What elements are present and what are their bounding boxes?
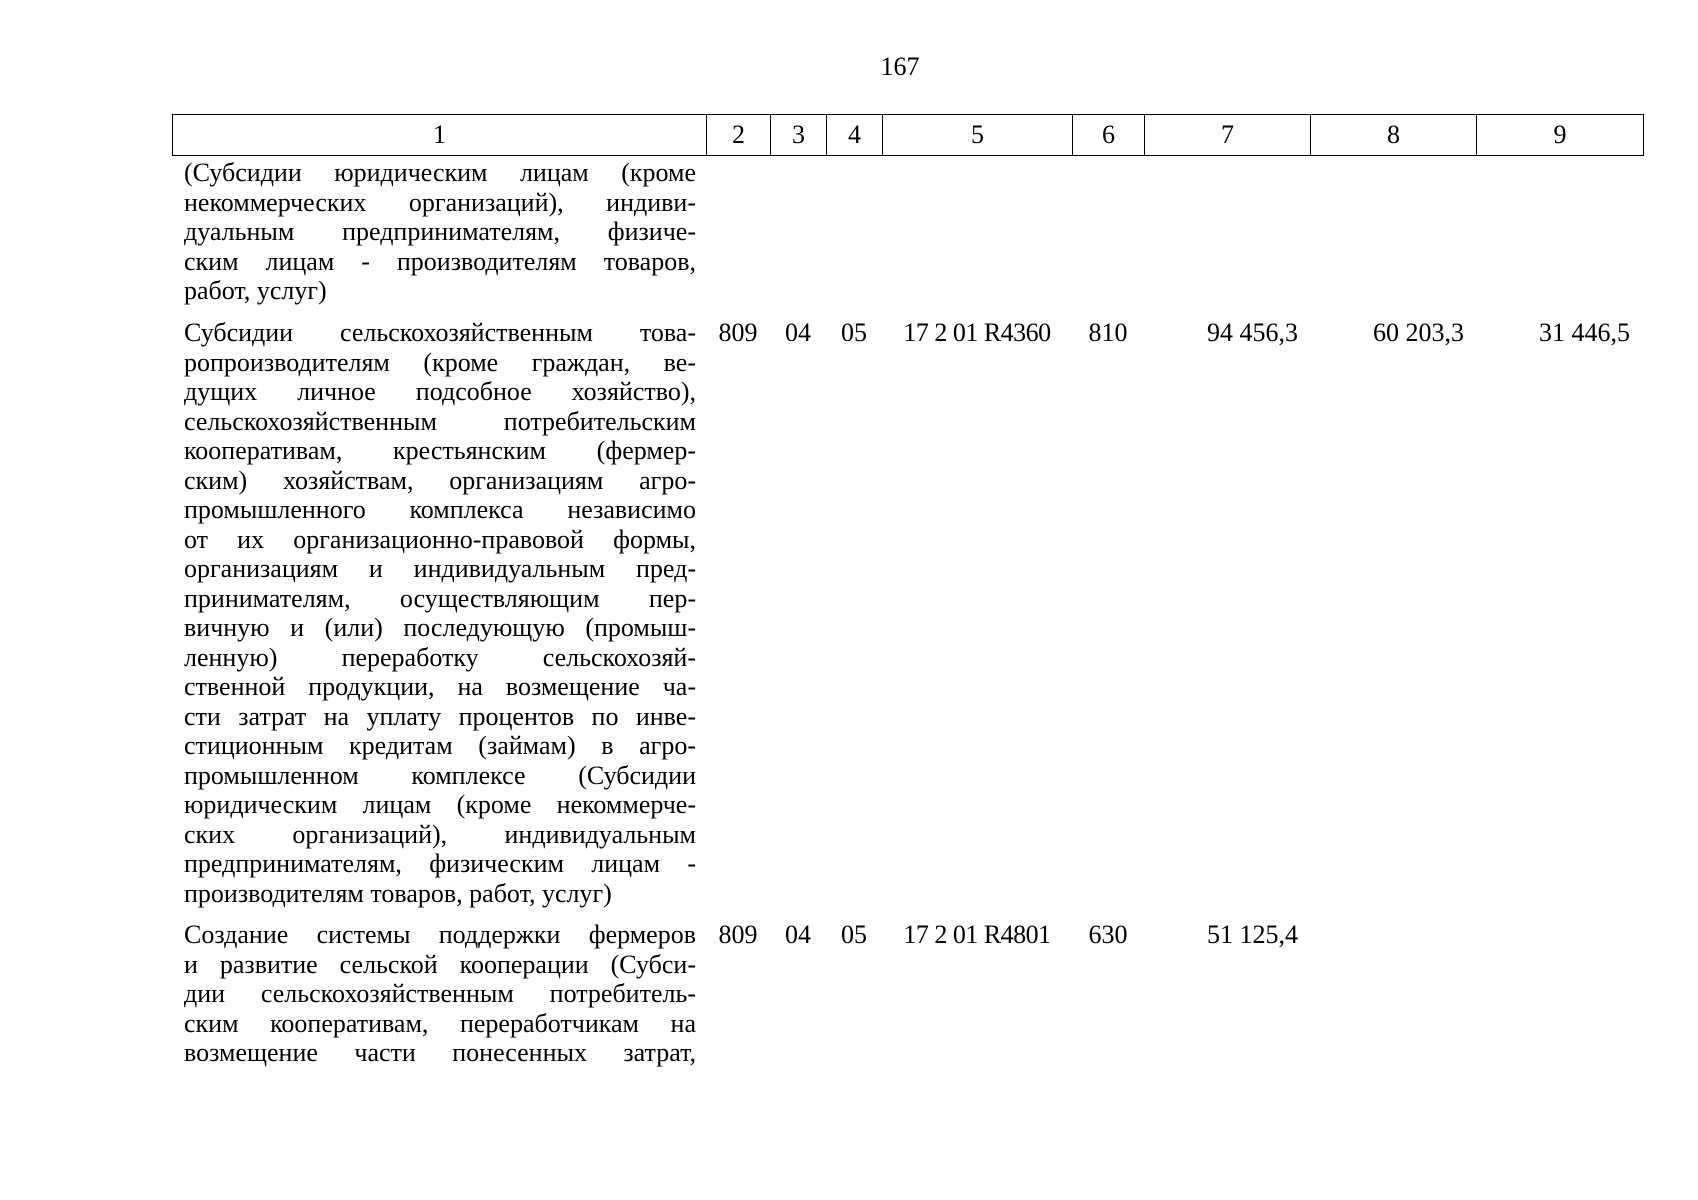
description-line: ским) хозяйствам, организациям агро- — [184, 465, 696, 495]
description-line: и развитие сельской кооперации (Субси- — [184, 949, 696, 979]
cell-col-7: 51 125,4 — [1207, 920, 1298, 949]
cell-col-4: 05 — [841, 318, 867, 347]
header-col-2: 2 — [707, 115, 771, 155]
description-line: принимателям, осуществляющим пер- — [184, 583, 696, 613]
description-line: стиционным кредитам (займам) в агро- — [184, 731, 696, 760]
header-col-1: 1 — [173, 115, 707, 155]
header-col-5: 5 — [883, 115, 1073, 155]
cell-col-3: 04 — [785, 318, 811, 347]
row-description — [172, 920, 706, 1068]
cell-col-9: 31 446,5 — [1539, 318, 1630, 347]
cell-col-5: 17 2 01 R4801 — [903, 920, 1051, 949]
description-line: производителям товаров, работ, услуг) — [184, 878, 612, 908]
row-description — [172, 158, 706, 306]
table-row — [172, 158, 706, 306]
header-col-8: 8 — [1311, 115, 1477, 155]
header-col-3: 3 — [771, 115, 827, 155]
description-line: некоммерческих организаций), индиви- — [184, 187, 696, 217]
description-line: ственной продукции, на возмещение ча- — [184, 672, 696, 701]
cell-col-2: 809 — [718, 920, 758, 949]
cell-col-8 — [1310, 920, 1476, 1068]
table-row — [172, 318, 1642, 908]
description-line: юридическим лицам (кроме некоммерче- — [184, 790, 696, 819]
description-line: (Субсидии юридическим лицам (кроме — [184, 158, 696, 187]
cell-col-8: 60 203,3 — [1373, 318, 1464, 347]
description-line: ским кооперативам, переработчикам на — [184, 1008, 696, 1038]
table-row — [172, 920, 1642, 1068]
page-number: 167 — [880, 52, 920, 81]
description-line: кооперативам, крестьянским (фермер- — [184, 436, 696, 465]
description-line: возмещение части понесенных затрат, — [184, 1038, 696, 1067]
header-col-4: 4 — [827, 115, 883, 155]
cell-col-2: 809 — [718, 318, 758, 347]
header-col-6: 6 — [1073, 115, 1145, 155]
description-line: дии сельскохозяйственным потребитель- — [184, 979, 696, 1008]
cell-col-6: 810 — [1088, 318, 1128, 347]
row-description — [172, 318, 706, 908]
description-line: сельскохозяйственным потребительским — [184, 406, 696, 436]
header-col-9: 9 — [1553, 120, 1567, 149]
description-line: работ, услуг) — [184, 276, 327, 305]
description-line: дущих личное подсобное хозяйство), — [184, 377, 696, 406]
description-line: ским лицам - производителям товаров, — [184, 246, 696, 276]
description-line: сти затрат на уплату процентов по инве- — [184, 701, 696, 731]
cell-col-3: 04 — [785, 920, 811, 949]
description-line: ских организаций), индивидуальным — [184, 819, 696, 849]
description-line: вичную и (или) последующую (промыш- — [184, 613, 696, 642]
description-line: промышленного комплекса независимо — [184, 495, 696, 524]
description-line: ропроизводителям (кроме граждан, ве- — [184, 347, 696, 377]
description-line: от их организационно-правовой формы, — [184, 524, 696, 554]
description-line: Создание системы поддержки фермеров — [184, 920, 696, 949]
description-line: промышленном комплексе (Субсидии — [184, 760, 696, 790]
description-line: предпринимателям, физическим лицам - — [184, 849, 696, 878]
cell-col-9 — [1476, 920, 1642, 1068]
table-header — [172, 114, 1644, 156]
description-line: ленную) переработку сельскохозяй- — [184, 642, 696, 672]
description-line: дуальным предпринимателям, физиче- — [184, 217, 696, 246]
description-line: Субсидии сельскохозяйственным това- — [184, 318, 696, 347]
description-line: организациям и индивидуальным пред- — [184, 554, 696, 583]
cell-col-6: 630 — [1088, 920, 1128, 949]
cell-col-7: 94 456,3 — [1207, 318, 1298, 347]
cell-col-4: 05 — [841, 920, 867, 949]
cell-col-5: 17 2 01 R4360 — [903, 318, 1051, 347]
header-col-7: 7 — [1145, 115, 1311, 155]
